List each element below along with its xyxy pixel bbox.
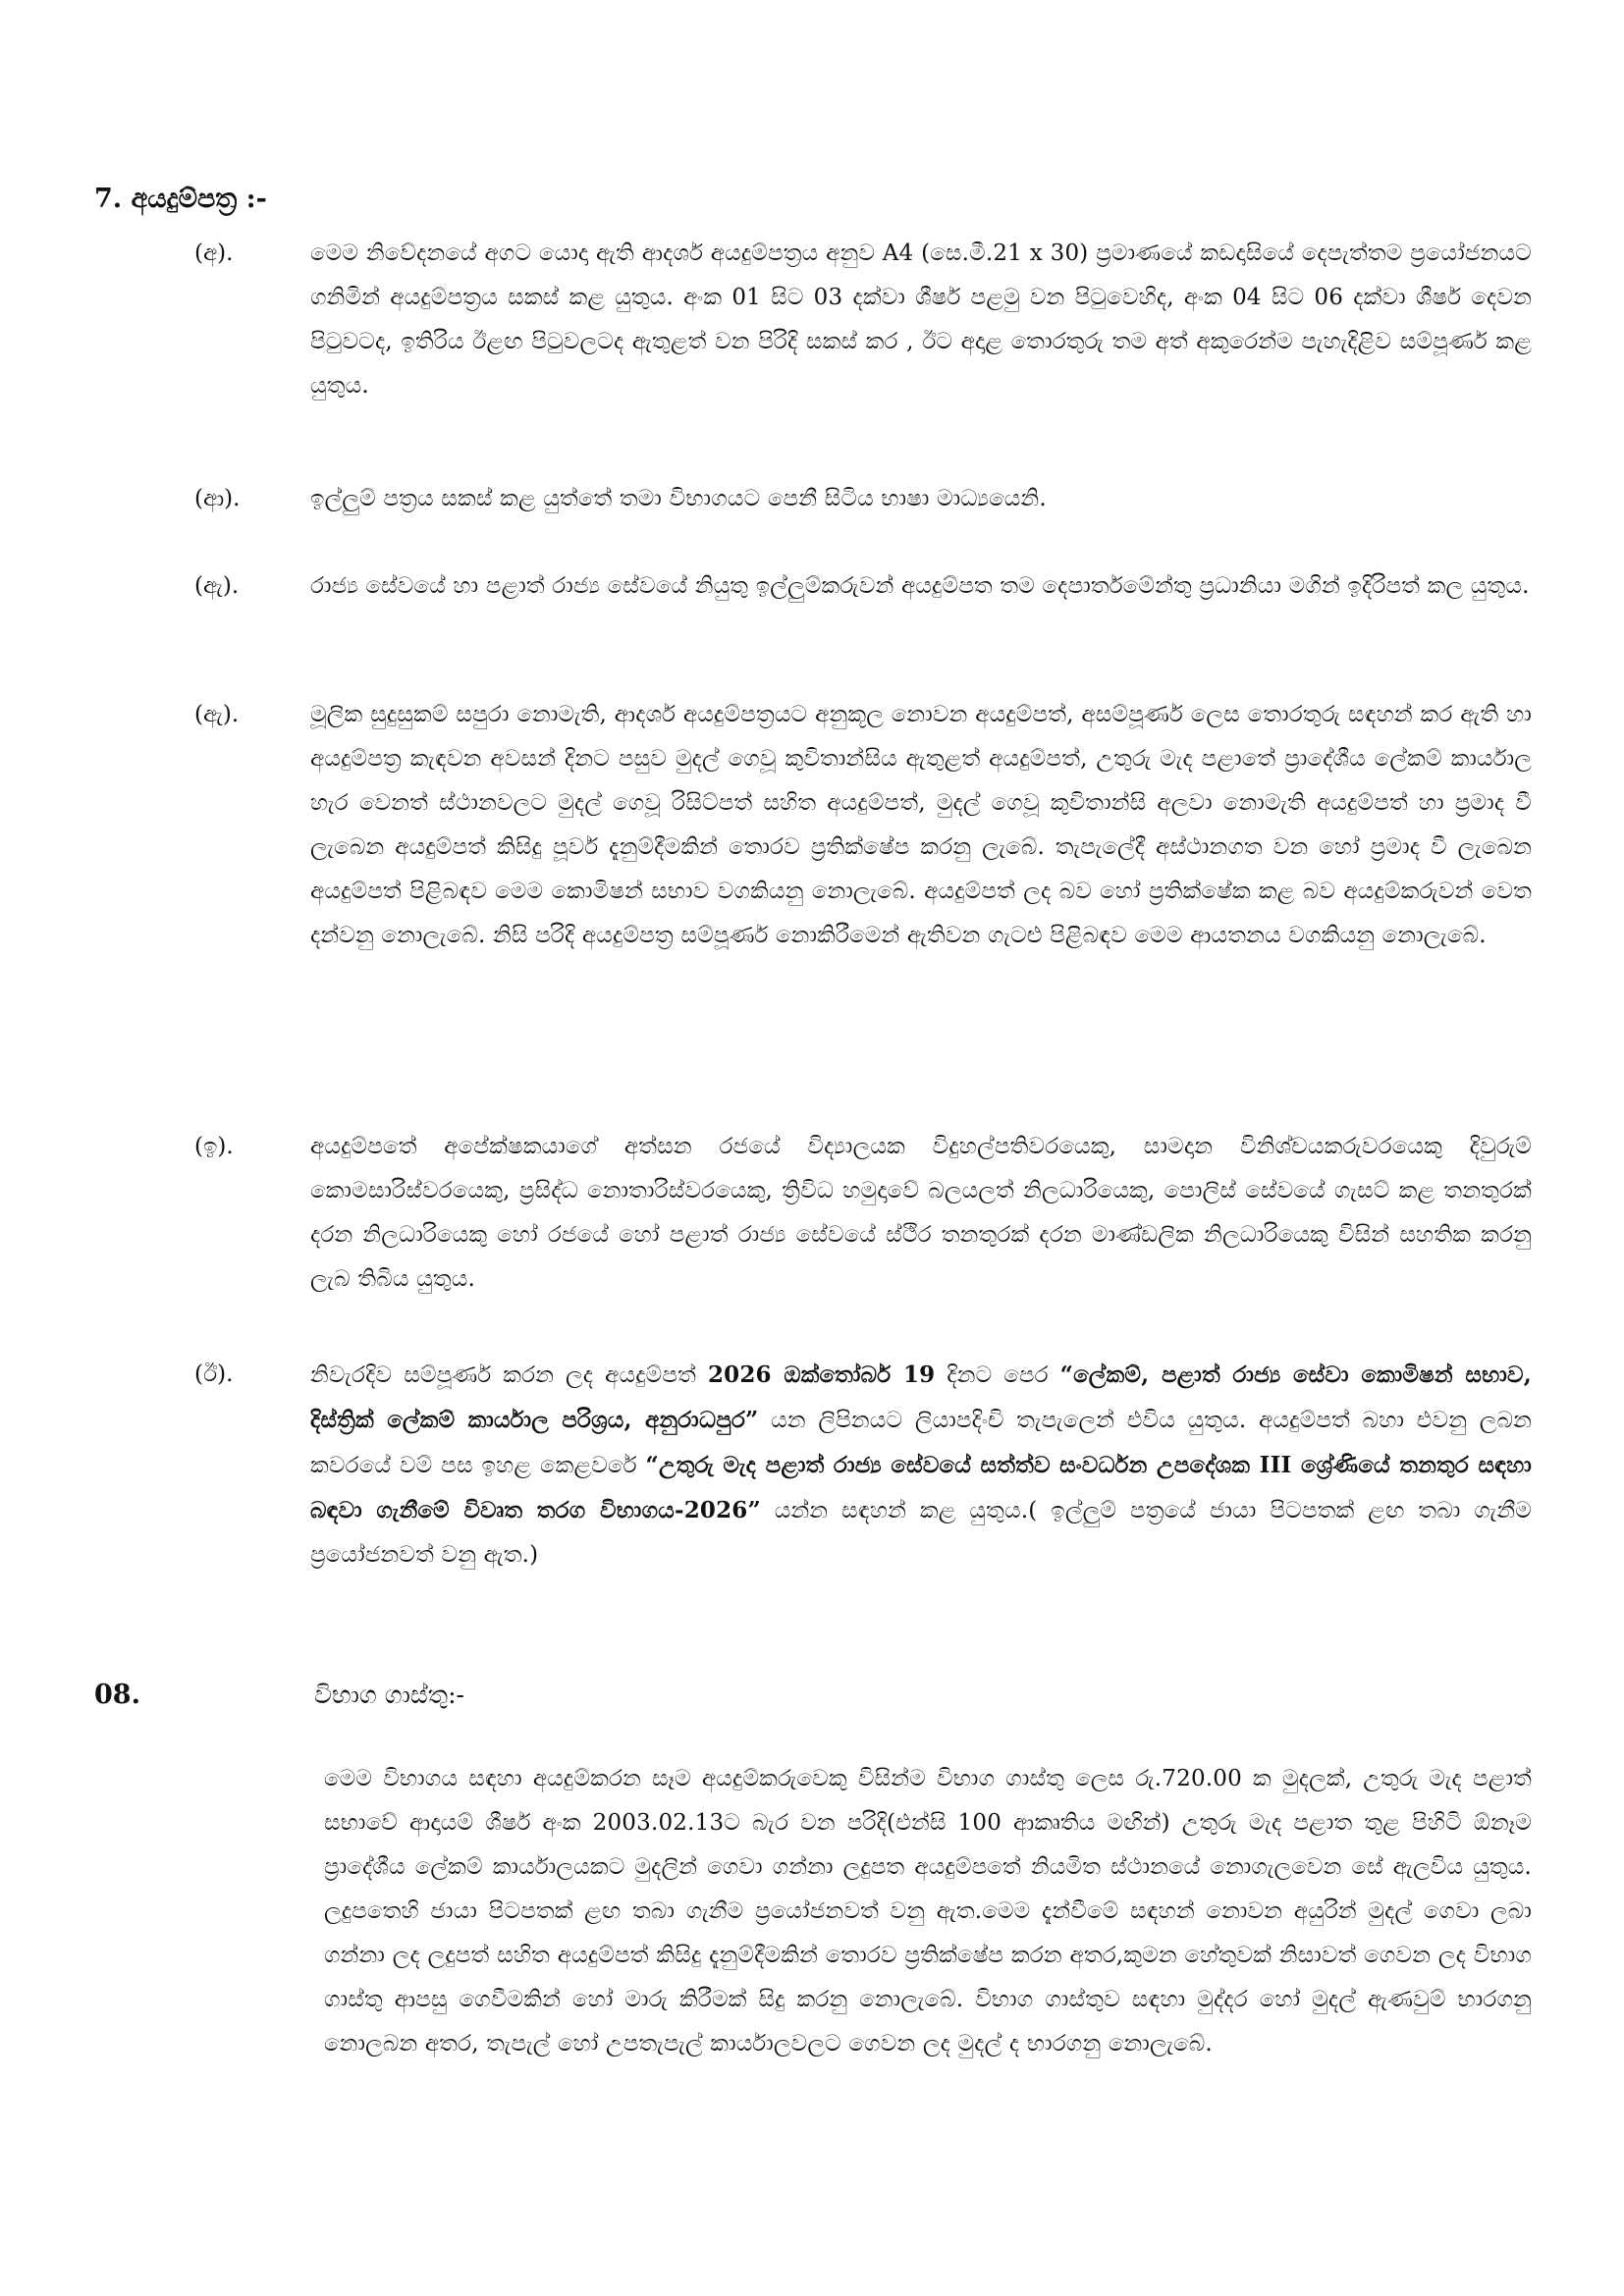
item-text: මූලික සුදුසුකම් සපුරා නොමැති, ආදර්ශ අයදුම්පත්‍රයට අනුකූල නොවන අයදුම්පත්, අසම්පූර්ණ ලෙස තොරතුරු සඳහන් කර ඇති හා අයදුම්පත්‍ර කැඳවන අවසන් දිනට පසුව මුදල් ගෙවූ කුවිතාන්සිය ඇතුළත් අයදුම්පත්, උතුරු මැද පළාතේ ප්‍රාදේශීය ලේකම් කාර්යාල හැර වෙනත් ස්ථානවලට මුදල් ගෙවූ රිසිට්පත් සහිත අයදුම්පත්, මුදල් ගෙවූ කුවිතාන්සි අලවා නොමැති අයදුම්පත් හා ප්‍රමාද වී ලැබෙන අයදුම්පත් කිසිදු පූර්ව දැනුම්දීමකින් තොරව ප්‍රතික්ෂේප කරනු ලැබේ. තැපැලේදී අස්ථානගත වන හෝ ප්‍රමාද වී ලැබෙන අයදුම්පත් පිළිබඳව මෙම කොමිෂන් සභාව වගකියනු නොලැබේ. අයදුම්පත් ලද බව හෝ ප්‍රතික්ෂේක කළ බව අයදුම්කරුවන් වෙත දන්වනු නොලැබේ. නිසි පරිදි අයදුම්පත්‍ර සම්පූර්ණ නොකිරීමෙන් ඇතිවන ගැටළු පිළිබඳව මෙම ආයතනය වගකියනු නොලැබේ. [310,702,1532,948]
section-8-paragraph: මෙම විභාගය සඳහා අයදුම්කරන සෑම අයදුම්කරුවෙකු විසින්ම විභාග ගාස්තු ලෙස රු.720.00 ක මුදලක්, උතුරු මැද පළාත් සභාවේ ආදායම් ශීර්ෂ අංක 2003.02.13ට බැර වන පරිදි(එන්සි 100 ආකෘතිය මඟින්) උතුරු මැද පළාත තුළ පිහිටි ඕනෑම ප්‍රාදේශීය ලේකම් කාර්යාලයකට මුදලින් ගෙවා ගන්නා ලදුපත අයදුම්පතේ නියමිත ස්ථානයේ නොගැලවෙන සේ ඇලවිය යුතුය. ලදුපතෙහි ජායා පිටපතක් ළඟ තබා ගැනීම ප්‍රයෝජනවත් වනු ඇත.මෙම දැන්වීමේ සඳහන් නොවන අයුරින් මුදල් ගෙවා ලබා ගන්නා ලද ලදුපත් සහිත අයදුම්පත් කිසිදු දැනුම්දීමකින් තොරව ප්‍රතික්ෂේප කරන අතර,කුමන හේතුවක් නිසාවත් ගෙවන ලද විභාග ගාස්තු ආපසු ගෙවීමකින් හෝ මාරු කිරීමක් සිදු කරනු නොලැබේ. විභාග ගාස්තුව සඳහා මුද්දර හෝ මුදල් ඇණවුම් භාරගනු නොලබන අතර, තැපැල් හෝ උපතැපැල් කාර්යාලවලට ගෙවන ලද මුදල් ද භාරගනු නොලැබේ. [324,1766,1532,2056]
postal-address: “ලේකම්, පළාත් රාජ්‍ය සේවා කොමිෂන් සභාව, දිස්ත්‍රික් ලේකම් කාර්යාල පරිශ්‍රය, අනුරාධපුර” [310,1362,1532,1433]
list-item-aa [194,477,1532,521]
item-label: (අ). [194,240,234,266]
text-part: දිනට පෙර [935,1362,1060,1388]
text-part: යන ලිපිනයට ලියාපදිංචි තැපැලෙන් එවිය යුතුය. අයදුම්පත් බහා එවනු ලබන කවරයේ වම් පස ඉහළ කෙළවරේ [310,1408,1532,1478]
item-label: (ඉ). [194,1134,234,1159]
item-text: මෙම නිවේදනයේ අගට යොදා ඇති ආදර්ශ අයදුම්පත්‍රය අනුව A4 (සෙ.මී.21 x 30) ප්‍රමාණයේ කඩදාසියේ දෙපැත්තම ප්‍රයෝජනයට ගනිමින් අයදුම්පත්‍රය සකස් කළ යුතුය. අංක 01 සිට 03 දක්වා ශීර්ෂ පළමු වන පිටුවෙහිද, අංක 04 සිට 06 දක්වා ශීර්ෂ දෙවන පිටුවටද, ඉතිරිය ඊළඟ පිටුවලටද ඇතුළත් වන පිරිදි සකස් කර , ඊට අදාළ තොරතුරු තම අත් අකුරෙන්ම පැහැදිළිව සම්පූර්ණ කළ යුතුය. [310,240,1532,399]
list-item-aee [194,693,1532,958]
item-text: ඉල්ලුම් පත්‍රය සකස් කළ යුත්තේ තමා විභාගයට පෙනී සිටිය භාෂා මාධ්‍යයෙනි. [310,486,1047,511]
section-8-title: විභාග ගාස්තු:- [314,1681,464,1709]
item-text: අයදුම්පතේ අපේක්ෂකයාගේ අත්සන රජයේ විද්‍යාලයක විදුහල්පතිවරයෙකු, සාමදාන විනිශ්චයකරුවරයෙකු දිවුරුම් කොමසාරිස්වරයෙකු, ප්‍රසිද්ධ නොතාරිස්වරයෙකු, ත්‍රිවිධ හමුදාවේ බලයලත් නිලධාරියෙකු, පොලිස් සේවයේ ගැසට් කළ තනතුරක් දරන නිලධාරියෙකු හෝ රජයේ හෝ පළාත් රාජ්‍ය සේවයේ ස්ථිර තනතුරක් දරන මාණ්ඩලික නිලධාරියෙකු විසින් සහතික කරනු ලැබ තිබිය යුතුය. [310,1134,1532,1292]
list-item-a [194,232,1532,408]
item-text: රාජ්‍ය සේවයේ හා පළාත් රාජ්‍ය සේවයේ නියුතු ඉල්ලුම්කරුවන් අයදුම්පත තම දෙපාර්තමේන්තු ප්‍රධානියා මගින් ඉදිරිපත් කල යුතුය. [310,573,1530,599]
item-label: (ඇ). [194,702,240,727]
section-8-number: 08. [94,1680,140,1710]
item-text [310,1353,1532,1577]
item-label: (ඊ). [194,1362,234,1387]
list-item-ii [194,1353,1532,1577]
text-part: යන්න සඳහන් කළ යුතුය.( ඉල්ලුම් පත්‍රයේ ජායා පිටපතක් ළඟ තබා ගැනීම ප්‍රයෝජනවත් වනු ඇත.) [310,1498,1532,1568]
list-item-i [194,1125,1532,1302]
envelope-title: “උතුරු මැද පළාත් රාජ්‍ය සේවයේ සත්ත්ව සංවර්ධන උපදේශක III ශ්‍රේණියේ තනතුර සඳහා බඳවා ගැනීමේ විවෘත තරග විභාගය-2026” [310,1452,1532,1523]
item-label: (ඇ). [194,573,240,599]
list-item-ae [194,564,1532,609]
item-label: (ආ). [194,486,241,511]
text-part: නිවැරදිව සම්පූර්ණ කරන ලද අයදුම්පත් [310,1362,708,1388]
section-7-heading: 7. අයදුම්පත්‍ර :- [94,184,267,214]
closing-date: 2026 ඔක්තෝබර් 19 [707,1362,936,1388]
